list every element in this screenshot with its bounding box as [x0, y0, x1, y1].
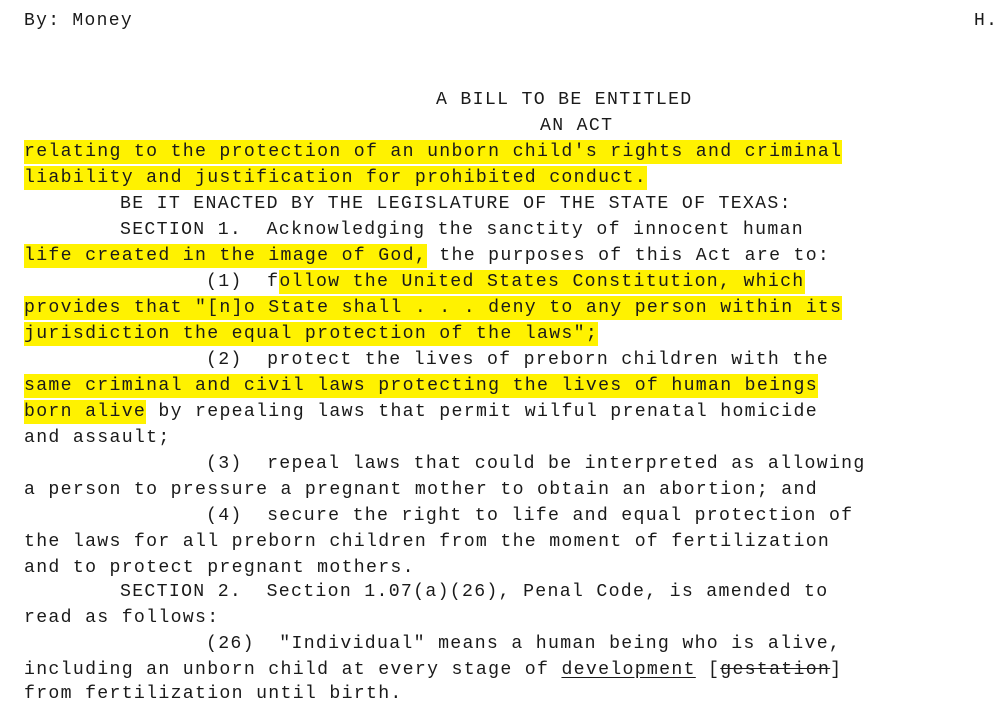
chamber-label: H. — [974, 11, 999, 31]
author-line: By: Money — [24, 11, 133, 31]
item-1-highlight-c: jurisdiction the equal protection of the laws"; — [24, 324, 599, 344]
purposes-text: the purposes of this Act are to: — [427, 246, 831, 266]
item-2-line-3 — [24, 401, 818, 423]
item-2-rest: by repealing laws that permit wilful prenatal homicide — [146, 402, 818, 422]
item-4-line-1 — [206, 505, 853, 527]
section-1-intro: SECTION 1. Acknowledging the sanctity of innocent human — [120, 220, 804, 240]
caption-line-2 — [24, 167, 647, 189]
item-2-highlight-c: born alive — [24, 402, 147, 422]
item-2-line-1 — [206, 349, 829, 371]
item-1-text-start: f — [242, 272, 280, 292]
item-3-line-1 — [206, 453, 866, 475]
section-1-intro-cont — [24, 245, 830, 267]
sanctity-highlight: life created in the image of God, — [24, 246, 428, 266]
deleted-text: gestation — [720, 660, 831, 680]
item-4-line-2: the laws for all preborn children from the moment of fertilization — [24, 532, 831, 552]
item-26-text-b: including an unborn child at every stage of — [24, 660, 562, 680]
item-4-line-3: and to protect pregnant mothers. — [24, 558, 415, 578]
item-26-line-3: from fertilization until birth. — [24, 684, 403, 704]
item-1-line-1 — [206, 271, 805, 293]
caption-line-1 — [24, 141, 842, 163]
item-2-line-4: and assault; — [24, 428, 171, 448]
act-title: AN ACT — [540, 116, 614, 136]
item-3-number: (3) — [206, 454, 243, 474]
item-1-highlight-a: ollow the United States Constitution, which — [279, 272, 805, 292]
item-1-highlight-b: provides that "[n]o State shall . . . deny to any person within its — [24, 298, 843, 318]
caption-highlight-1: relating to the protection of an unborn child's rights and criminal — [24, 142, 843, 162]
caption-highlight-2: liability and justification for prohibited conduct. — [24, 168, 647, 188]
item-4-text: secure the right to life and equal protection of — [242, 506, 854, 526]
item-26-line-2 — [24, 659, 842, 681]
section-2-intro-cont: read as follows: — [24, 608, 220, 628]
item-3-line-2: a person to pressure a pregnant mother to obtain an abortion; and — [24, 480, 818, 500]
added-text: development — [561, 660, 696, 680]
item-26-text: "Individual" means a human being who is alive, — [254, 634, 842, 654]
item-2-text: protect the lives of preborn children with the — [242, 350, 829, 370]
item-26-number: (26) — [206, 634, 255, 654]
item-2-number: (2) — [206, 350, 243, 370]
item-2-highlight-b: same criminal and civil laws protecting the lives of human beings — [24, 376, 818, 396]
bracket-open: [ — [695, 660, 721, 680]
bracket-close: ] — [830, 660, 843, 680]
enacting-clause: BE IT ENACTED BY THE LEGISLATURE OF THE STATE OF TEXAS: — [120, 194, 792, 214]
item-2-line-2 — [24, 375, 818, 397]
bill-title: A BILL TO BE ENTITLED — [436, 90, 693, 110]
section-2-intro: SECTION 2. Section 1.07(a)(26), Penal Code, is amended to — [120, 582, 829, 602]
item-3-text: repeal laws that could be interpreted as allowing — [242, 454, 866, 474]
item-1-line-3 — [24, 323, 598, 345]
item-4-number: (4) — [206, 506, 243, 526]
item-1-number: (1) — [206, 272, 243, 292]
item-1-line-2 — [24, 297, 842, 319]
item-26-line-1 — [206, 633, 841, 655]
